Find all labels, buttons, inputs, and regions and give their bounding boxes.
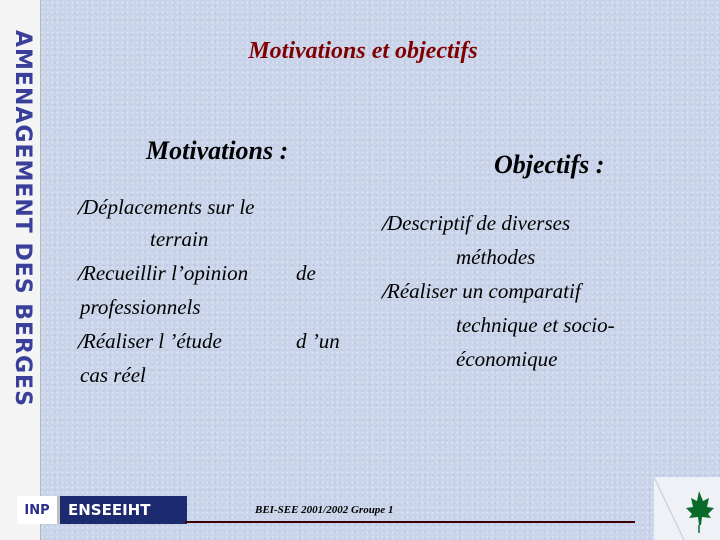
vertical-sidebar-title: AMENAGEMENT DES BERGES [10, 30, 35, 407]
motivation-line: Recueillir l’opinion [83, 261, 249, 285]
objectifs-heading: Objectifs : [494, 150, 605, 179]
motivations-heading: Motivations : [146, 136, 289, 165]
bullet-icon: ⁄ [80, 264, 84, 285]
objectif-item-2 [384, 274, 581, 310]
logo-enseeiht: ENSEEIHT [57, 496, 187, 524]
motivation-item-1 [80, 190, 254, 226]
objectif-line: Descriptif de diverses [387, 211, 571, 235]
objectif-line-continued: économique [456, 347, 558, 371]
motivation-line-continued: cas réel [80, 363, 146, 387]
slide-title: Motivations et objectifs [248, 38, 478, 64]
bullet-icon: ⁄ [384, 282, 388, 303]
footer-divider [185, 521, 635, 523]
bullet-icon: ⁄ [80, 332, 84, 353]
motivation-line-continued: professionnels [80, 295, 201, 319]
motivation-line-continued: d ’un [296, 329, 340, 353]
bullet-icon: ⁄ [80, 198, 84, 219]
maple-leaf-icon [654, 477, 720, 540]
motivation-line-continued: de [296, 261, 316, 285]
objectif-item-1 [384, 206, 570, 242]
left-sidebar-band [0, 0, 41, 540]
enseeiht-logo [17, 496, 187, 524]
motivation-line-continued: terrain [150, 227, 209, 251]
objectif-line-continued: méthodes [456, 245, 536, 269]
objectif-line-continued: technique et socio- [456, 313, 615, 337]
motivation-item-2 [80, 256, 248, 292]
objectif-line: Réaliser un comparatif [387, 279, 581, 303]
motivation-line: Réaliser l ’étude [83, 329, 222, 353]
motivation-item-3 [80, 324, 222, 360]
bullet-icon: ⁄ [384, 214, 388, 235]
logo-inp: INP [17, 496, 57, 524]
footer-caption: BEI-SEE 2001/2002 Groupe 1 [255, 504, 394, 516]
motivation-line: Déplacements sur le [83, 195, 255, 219]
